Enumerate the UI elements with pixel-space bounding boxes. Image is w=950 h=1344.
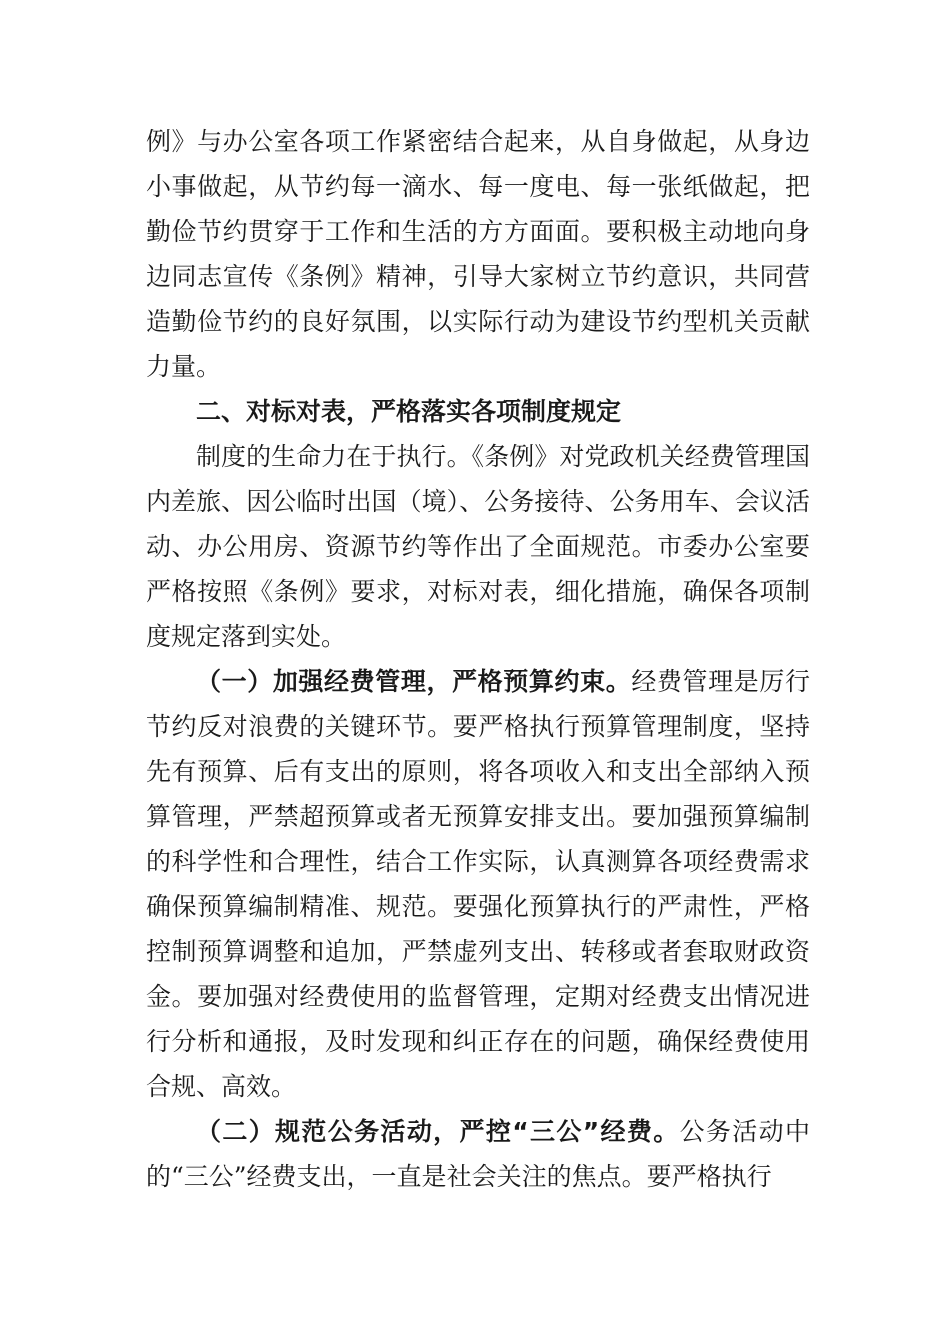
item-2-body: 公务活动中的“三公”经费支出，一直是社会关注的焦点。要严格执行	[146, 1117, 810, 1191]
paragraph-continued: 例》与办公室各项工作紧密结合起来，从自身做起，从身边小事做起，从节约每一滴水、每一度电、每一张纸做起，把勤俭节约贯穿于工作和生活的方方面面。要积极主动地向身边同志宣传《条例》精神，引导大家树立节约意识，共同营造勤俭节约的良好氛围，以实际行动为建设节约型机关贡献力量。	[146, 127, 810, 381]
item-1-lead: （一）加强经费管理，严格预算约束。	[196, 667, 632, 696]
section-heading: 二、对标对表，严格落实各项制度规定	[196, 397, 622, 426]
section-intro-paragraph: 制度的生命力在于执行。《条例》对党政机关经费管理国内差旅、因公临时出国（境）、公务接待、公务用车、会议活动、办公用房、资源节约等作出了全面规范。市委办公室要严格按照《条例》要求，对标对表，细化措施，确保各项制度规定落到实处。	[146, 442, 810, 651]
item-1-body: 经费管理是厉行节约反对浪费的关键环节。要严格执行预算管理制度，坚持先有预算、后有支出的原则，将各项收入和支出全部纳入预算管理，严禁超预算或者无预算安排支出。要加强预算编制的科学性和合理性，结合工作实际，认真测算各项经费需求确保预算编制精准、规范。要强化预算执行的严肃性，严格控制预算调整和追加，严禁虚列支出、转移或者套取财政资金。要加强对经费使用的监督管理，定期对经费支出情况进行分析和通报，及时发现和纠正存在的问题，确保经费使用合规、高效。	[146, 667, 810, 1101]
item-paragraph-2	[146, 1109, 810, 1199]
item-2-lead: （二）规范公务活动，严控“三公”经费。	[196, 1117, 680, 1146]
item-paragraph-1	[146, 659, 810, 1109]
document-body	[146, 119, 810, 1199]
